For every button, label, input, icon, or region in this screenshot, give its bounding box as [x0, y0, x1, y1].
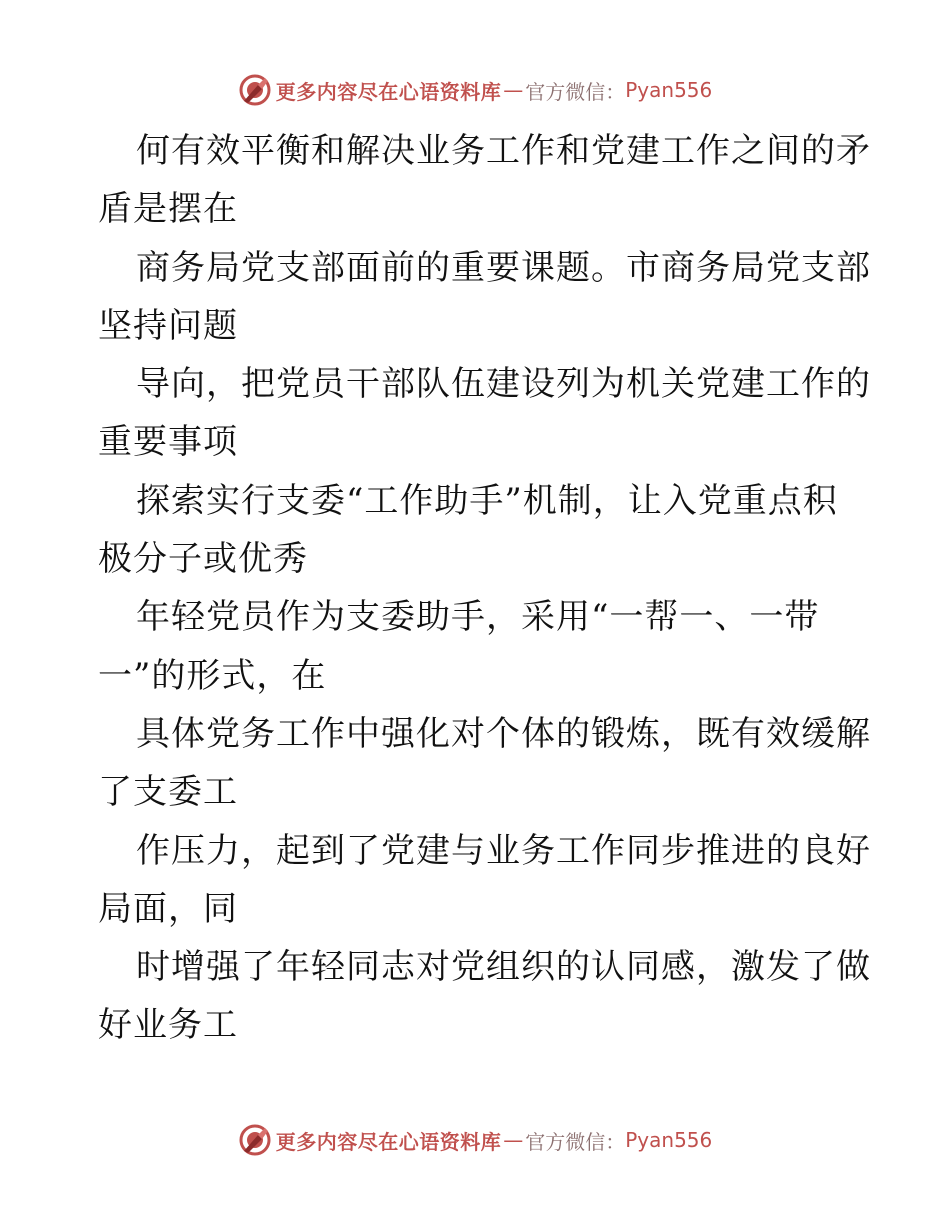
document-body	[98, 122, 871, 1055]
text-line: 好业务工	[98, 1005, 238, 1046]
footer-banner	[0, 1120, 950, 1160]
banner-site-text: 更多内容尽在心语资料库	[275, 79, 502, 104]
text-line: 具体党务工作中强化对个体的锻炼，既有效缓解	[136, 713, 871, 754]
text-line: 何有效平衡和解决业务工作和党建工作之间的矛	[136, 131, 871, 171]
text-line: 了支委工	[98, 772, 238, 813]
banner-wechat-handle: Pyan556	[625, 78, 713, 102]
text-line: 极分子或优秀	[98, 539, 308, 580]
pen-logo-icon	[238, 1123, 272, 1157]
text-line: 导向，把党员干部队伍建设列为机关党建工作的	[136, 364, 871, 405]
text-line: 一”的形式，在	[98, 655, 327, 696]
banner-wechat-label: 官方微信：	[525, 79, 626, 104]
text-line: 重要事项	[98, 422, 238, 463]
text-line: 时增强了年轻同志对党组织的认同感，激发了做	[136, 947, 871, 988]
header-banner	[0, 70, 950, 110]
text-line: 坚持问题	[98, 305, 238, 346]
banner-dash: —	[503, 78, 524, 102]
text-line: 作压力，起到了党建与业务工作同步推进的良好	[136, 830, 871, 871]
text-line: 年轻党员作为支委助手，采用“一帮一、一带	[136, 597, 820, 638]
banner-site-text: 更多内容尽在心语资料库	[275, 1129, 502, 1154]
pen-logo-icon	[238, 73, 272, 107]
text-line: 探索实行支委“工作助手”机制，让入党重点积	[136, 480, 838, 521]
banner-wechat-label: 官方微信：	[525, 1129, 626, 1154]
banner-dash: —	[503, 1128, 524, 1152]
text-line: 局面，同	[98, 888, 238, 929]
text-line: 商务局党支部面前的重要课题。市商务局党支部	[136, 247, 871, 288]
text-line: 盾是摆在	[98, 189, 238, 230]
banner-wechat-handle: Pyan556	[625, 1128, 713, 1152]
